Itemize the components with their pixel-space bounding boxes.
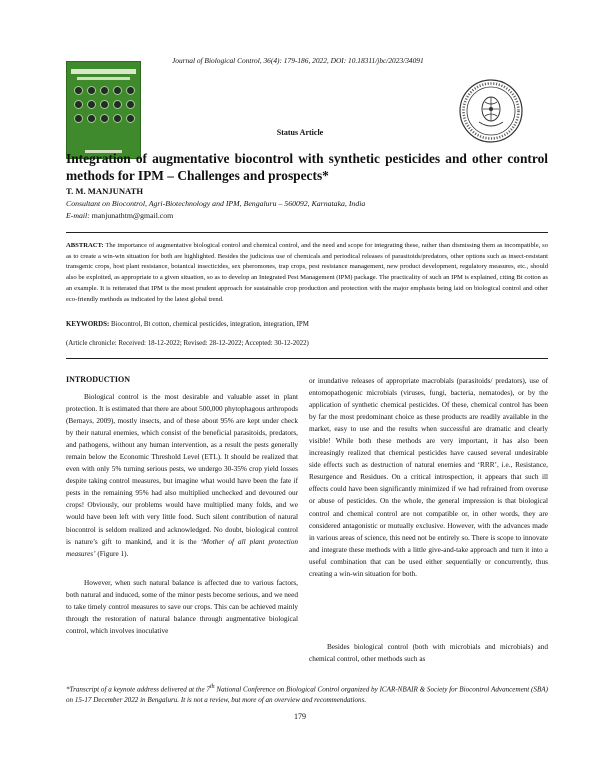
body-paragraph-3: or inundative releases of appropriate macrobials (parasitoids/ predators), use of entomopathogenic microbials (viruses, fungi, bacteria, nematodes), or by the application of synthetic chemical pesticides. Of these, chemical control has been by far the most predominant choice as these products are readily available in the market, easy to use and the results when successful are dramatic and clearly visible! While both these methods are very important, it has also been increasingly realized that chemical pesticides have caused several undesirable side effects such as destruction of natural enemies and ‘RRR’, i.e., Resistance, Resurgence and Residues. On a critical introspection, it appears that such ill effects could have been significantly minimized if we had refrained from overuse or abuse of pesticides. On the whole, the general impression is that biological control and chemical control are not compatible or, in other words, they are considered antagonistic or mutually exclusive. However, with the advances made in various areas of science, this need not be entirely so. There is scope to innovate and integrate these methods with a little give-and-take approach and turn it into a useful combination that can be used either sequentially or concurrently, thus creating a win-win situation for both. <box>309 377 548 578</box>
journal-cover-icon <box>66 61 141 159</box>
divider-top <box>66 232 548 233</box>
section-heading: INTRODUCTION <box>66 375 131 384</box>
paragraph-text: Biological control is the most desirable and valuable asset in plant protection. It is estimated that there are about 500,000 phytophagous arthropods (Bernays, 2009), mostly insects, and of these about 95% are kept under check by their natural enemies, which consist of the beneficial parasitoids, predators, and pathogens, without any human intervention, as a result the pests generally remain below the Economic Threshold Level (ETL). It should be realized that even with only 5% turning serious pests, we undergo 30-35% crop yield losses despite taking control measures, but imagine what would have been the fate if pests in the remaining 95% had also multiplied unchecked and devoured our crops! Obviously, our problems would have multiplied many folds, and we would have been left with very little food. Such silent contribution of natural biocontrol is seldom realized and acknowledged. No doubt, biological control is nature’s gift to mankind, and it is the <box>66 393 298 546</box>
keywords-text: Biocontrol, Bt cotton, chemical pesticides, integration, integration, IPM <box>111 321 309 328</box>
cover-photo <box>100 86 109 95</box>
cover-photo <box>87 86 96 95</box>
cover-photo-grid <box>74 86 135 123</box>
cover-photo <box>100 114 109 123</box>
cover-photo <box>87 114 96 123</box>
cover-photo <box>113 100 122 109</box>
cover-photo <box>126 114 135 123</box>
author-email <box>66 211 366 220</box>
cover-photo <box>113 114 122 123</box>
divider-bottom <box>66 358 548 359</box>
abstract-label: ABSTRACT: <box>66 242 104 249</box>
body-paragraph-4: Besides biological control (both with microbials and microbials) and chemical control, other methods such as <box>309 643 548 664</box>
body-paragraph-1 <box>66 391 298 560</box>
cover-photo <box>113 86 122 95</box>
body-paragraph-2: However, when such natural balance is affected due to various factors, both natural and induced, some of the minor pests become serious, and we need to take timely control measures to save our crops. This can be achieved mainly through the restoration of natural balance through augmentative biological control, which involves inoculative <box>66 579 298 636</box>
keywords <box>66 321 548 328</box>
cover-subtitle-strip <box>77 77 130 80</box>
abstract-text: The importance of augmentative biological control and chemical control, and the need and scope for integrating these, rather than dismissing them as incompatible, so as to create a win-win situation for both are highlighted. Besides the judicious use of chemicals and periodical releases of parasitoids/predators, other options such as insect-resistant transgenic crops, host plant resistance, botanical insecticides, sex pheromones, trap crops, pest resistance management, new product development, regulatory measures, etc., should also be exploited, as appropriate to a given situation, so as to develop an Integrated Pest Management (IPM) package. The practicality of such an IPM is explained, citing Bt cotton as an example. It is reiterated that IPM is the most prudent approach for sustainable crop production and protection with the major emphasis being laid on biological control and other eco-friendly methods as indicated by the latest global trend. <box>66 242 548 303</box>
cover-photo <box>126 100 135 109</box>
cover-photo <box>74 86 83 95</box>
cover-photo <box>74 114 83 123</box>
author-affiliation: Consultant on Biocontrol, Agri-Biotechnology and IPM, Bengaluru – 560092, Karnataka, India <box>66 199 366 208</box>
cover-photo <box>126 86 135 95</box>
keywords-label: KEYWORDS: <box>66 321 110 328</box>
article-type: Status Article <box>276 128 324 137</box>
cover-photo <box>74 100 83 109</box>
abstract <box>66 241 548 305</box>
email-address[interactable]: manjunathtm@gmail.com <box>91 211 174 220</box>
quote-text: ‘Mother of all plant protection measures’ <box>66 537 298 558</box>
email-label: E-mail: <box>66 211 90 220</box>
journal-reference: Journal of Biological Control, 36(4): 179-186, 2022, DOI: 10.18311/jbc/2023/34091 <box>172 56 424 65</box>
footnote-text-start: *Transcript of a keynote address delivered at the 7 <box>66 685 210 694</box>
footnote <box>66 682 548 706</box>
footnote-superscript: th <box>209 684 215 690</box>
article-chronicle: (Article chronicle: Received: 18-12-2022; Revised: 28-12-2022; Accepted: 30-12-2022) <box>66 340 309 347</box>
author-name: T. M. MANJUNATH <box>66 186 144 196</box>
cover-photo <box>87 100 96 109</box>
cover-title-strip <box>71 69 136 74</box>
article-title: Integration of augmentative biocontrol with synthetic pesticides and other control methods for IPM – Challenges and prospects* <box>66 151 548 183</box>
page-number: 179 <box>294 712 306 721</box>
cover-photo <box>100 100 109 109</box>
footnote-text-end: National Conference on Biological Control organized by ICAR-NBAIR & Society for Biocontrol Advancement (SBA) on 15-17 December 2022 in Bengaluru. It is not a review, but more of an overview and recommendations. <box>66 685 548 705</box>
paragraph-end: (Figure 1). <box>95 549 129 558</box>
